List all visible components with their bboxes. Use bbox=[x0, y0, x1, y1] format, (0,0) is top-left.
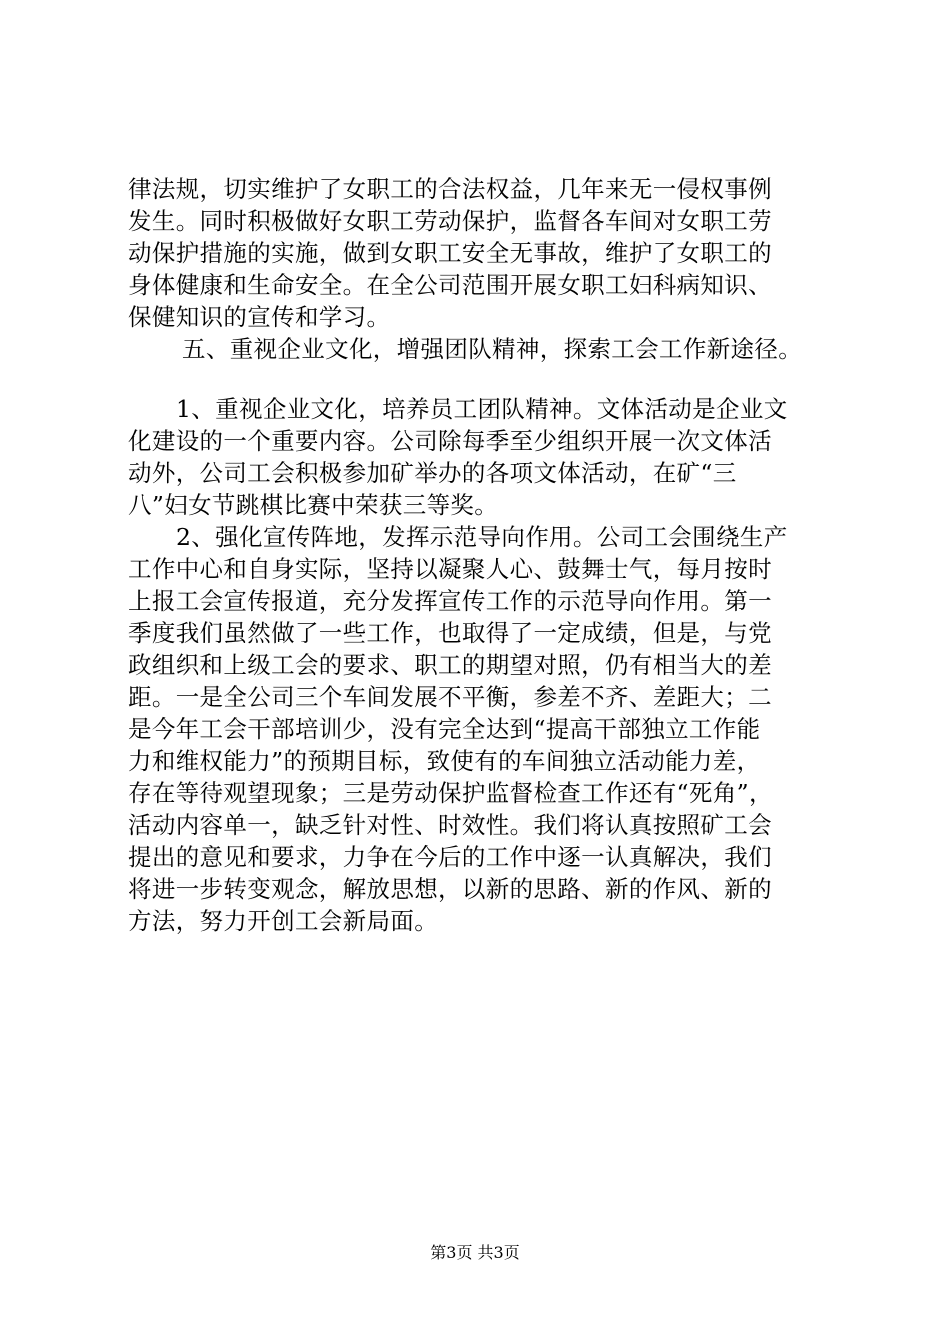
text-line: 将进一步转变观念，解放思想，以新的思路、新的作风、新的 bbox=[128, 875, 772, 903]
text-line: 活动内容单一，缺乏针对性、时效性。我们将认真按照矿工会 bbox=[128, 811, 772, 839]
section-heading: 五、重视企业文化，增强团队精神，探索工会工作新途径。 bbox=[182, 335, 803, 363]
text-line: 动保护措施的实施，做到女职工安全无事故，维护了女职工的 bbox=[128, 239, 772, 267]
text-line: 发生。同时积极做好女职工劳动保护，监督各车间对女职工劳 bbox=[128, 207, 772, 235]
text-line: 1、重视企业文化，培养员工团队精神。文体活动是企业文 bbox=[176, 395, 788, 423]
text-line: 存在等待观望现象；三是劳动保护监督检查工作还有“死角”， bbox=[128, 779, 773, 807]
text-line: 律法规，切实维护了女职工的合法权益，几年来无一侵权事例 bbox=[128, 175, 772, 203]
text-line: 季度我们虽然做了一些工作，也取得了一定成绩，但是，与党 bbox=[128, 619, 772, 647]
text-line: 动外，公司工会积极参加矿举办的各项文体活动，在矿“三 bbox=[128, 459, 737, 487]
text-line: 距。一是全公司三个车间发展不平衡，参差不齐、差距大；二 bbox=[128, 683, 772, 711]
page-footer: 第3页 共3页 bbox=[430, 1243, 520, 1262]
text-line: 提出的意见和要求，力争在今后的工作中逐一认真解决，我们 bbox=[128, 843, 772, 871]
text-line: 2、强化宣传阵地，发挥示范导向作用。公司工会围绕生产 bbox=[176, 523, 788, 551]
text-line: 八”妇女节跳棋比赛中荣获三等奖。 bbox=[128, 491, 499, 519]
text-line: 是今年工会干部培训少，没有完全达到“提高干部独立工作能 bbox=[128, 715, 761, 743]
text-line: 力和维权能力”的预期目标，致使有的车间独立活动能力差， bbox=[128, 747, 761, 775]
text-line: 上报工会宣传报道，充分发挥宣传工作的示范导向作用。第一 bbox=[128, 587, 772, 615]
text-line: 身体健康和生命安全。在全公司范围开展女职工妇科病知识、 bbox=[128, 271, 772, 299]
text-line: 工作中心和自身实际，坚持以凝聚人心、鼓舞士气，每月按时 bbox=[128, 555, 772, 583]
text-line: 政组织和上级工会的要求、职工的期望对照，仍有相当大的差 bbox=[128, 651, 772, 679]
text-line: 方法，努力开创工会新局面。 bbox=[128, 907, 439, 935]
text-line: 保健知识的宣传和学习。 bbox=[128, 303, 391, 331]
text-line: 化建设的一个重要内容。公司除每季至少组织开展一次文体活 bbox=[128, 427, 772, 455]
